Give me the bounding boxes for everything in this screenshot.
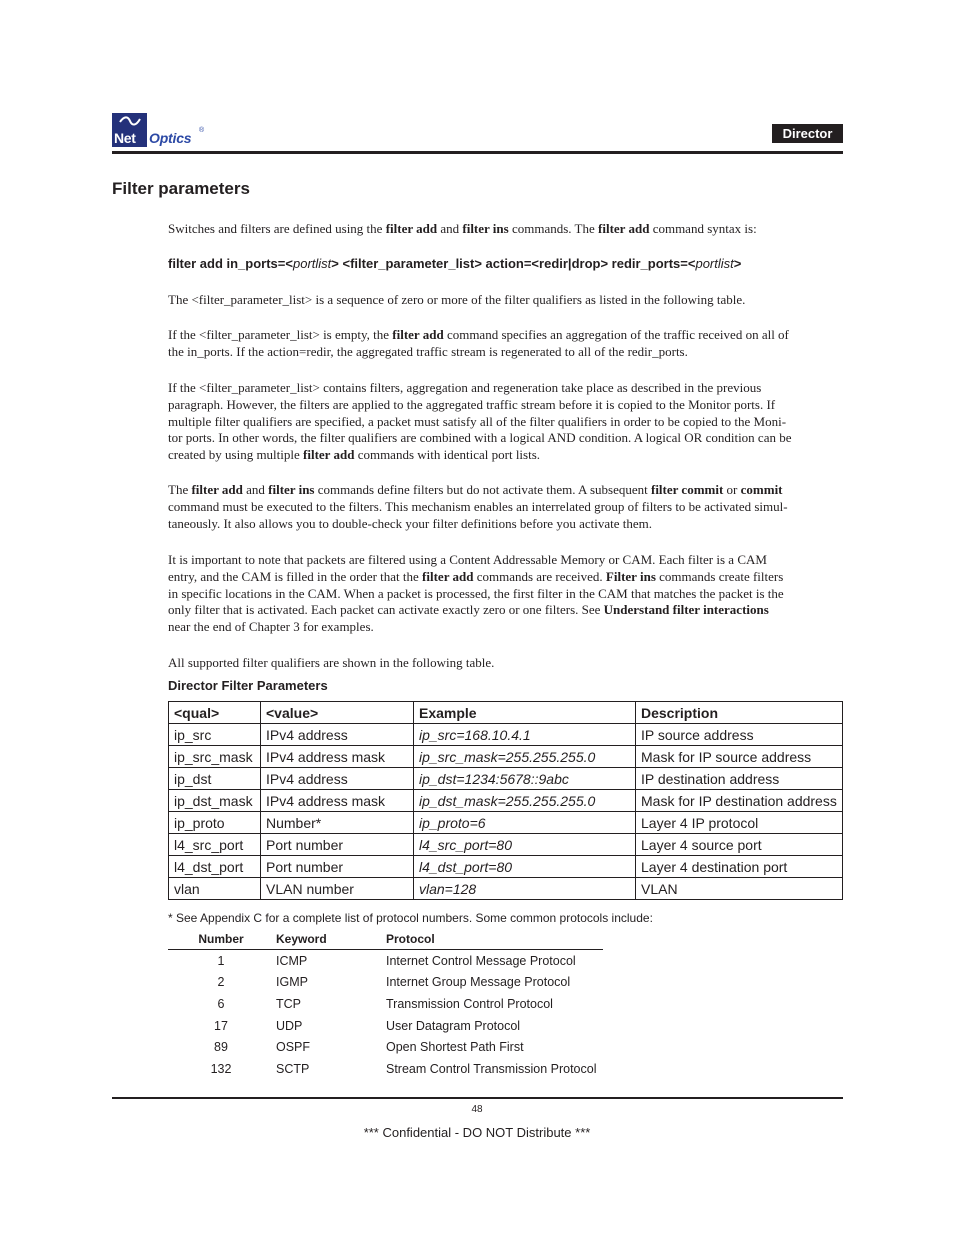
protocol-row bbox=[168, 972, 603, 994]
description-cell: IP source address bbox=[636, 724, 843, 746]
example-cell: ip_dst_mask=255.255.255.0 bbox=[414, 790, 636, 812]
paragraph-commit: The filter add and filter ins commands define filters but do not activate them. A subsequent filter commit or commit command must be executed to the filters. This mechanism enables an interrelated group of filters to be activated simul- taneously. It also allows you to double-check your filter definitions before you activate them. bbox=[168, 482, 788, 531]
protocol-header-row bbox=[168, 929, 603, 950]
description-cell: Mask for IP destination address bbox=[636, 790, 843, 812]
header-value: <value> bbox=[261, 702, 414, 724]
example-cell: ip_proto=6 bbox=[414, 812, 636, 834]
value-cell: Number* bbox=[261, 812, 414, 834]
logo-emblem bbox=[112, 113, 147, 147]
logo-net-text: Net bbox=[114, 130, 136, 146]
section-title: Filter parameters bbox=[112, 179, 250, 198]
description-cell: Mask for IP source address bbox=[636, 746, 843, 768]
qual-cell: ip_dst_mask bbox=[169, 790, 261, 812]
example-cell: ip_src=168.10.4.1 bbox=[414, 724, 636, 746]
table-row bbox=[169, 724, 843, 746]
protocol-row bbox=[168, 1036, 603, 1058]
protocol-row bbox=[168, 1058, 603, 1080]
table-caption: Director Filter Parameters bbox=[168, 678, 328, 693]
header-description: Description bbox=[636, 702, 843, 724]
qual-cell: l4_dst_port bbox=[169, 856, 261, 878]
protocol-number: 132 bbox=[210, 1061, 232, 1076]
value-cell: Port number bbox=[261, 834, 414, 856]
qual-cell: ip_dst bbox=[169, 768, 261, 790]
protocol-name: Stream Control Transmission Protocol bbox=[386, 1061, 597, 1076]
paragraph-cam: It is important to note that packets are filtered using a Content Addressable Memory or CAM. Each filter is a CAM entry, and the CAM is filled in the order that the filter add commands are received. Filter ins commands create filters in specific locations in the CAM. When a packet is processed, the first filter in the CAM that matches the packet is the only filter that is activated. Each packet can activate exactly zero or one filters. See Understand filter interactions near the end of Chapter 3 for examples. bbox=[168, 552, 784, 635]
header-number: Number bbox=[168, 929, 274, 950]
table-row bbox=[169, 768, 843, 790]
value-cell: Port number bbox=[261, 856, 414, 878]
registered-mark: ® bbox=[199, 127, 205, 134]
protocol-row bbox=[168, 1015, 603, 1037]
page-number: 48 bbox=[471, 1104, 483, 1115]
example-cell: vlan=128 bbox=[414, 878, 636, 900]
protocol-keyword: ICMP bbox=[276, 953, 308, 968]
example-cell: l4_dst_port=80 bbox=[414, 856, 636, 878]
table-row bbox=[169, 834, 843, 856]
filter-parameters-table bbox=[168, 701, 843, 900]
protocol-keyword: TCP bbox=[276, 996, 301, 1011]
protocol-keyword: SCTP bbox=[276, 1061, 310, 1076]
value-cell: IPv4 address bbox=[261, 724, 414, 746]
qual-cell: ip_src bbox=[169, 724, 261, 746]
value-cell: IPv4 address mask bbox=[261, 746, 414, 768]
protocol-name: Internet Control Message Protocol bbox=[386, 953, 576, 968]
footer-divider bbox=[112, 1097, 843, 1099]
table-row bbox=[169, 746, 843, 768]
protocol-row bbox=[168, 993, 603, 1015]
product-badge: Director bbox=[772, 124, 843, 143]
qual-cell: vlan bbox=[169, 878, 261, 900]
qual-cell: l4_src_port bbox=[169, 834, 261, 856]
command-syntax: filter add in_ports=<portlist> <filter_parameter_list> action=<redir|drop> redir_ports=<portlist> bbox=[168, 256, 742, 271]
paragraph-empty-list: If the <filter_parameter_list> is empty, the filter add command specifies an aggregation of the traffic received on all of the in_ports. If the action=redir, the aggregated traffic stream is regenerated to all of the redir_ports. bbox=[168, 327, 789, 359]
protocol-number: 17 bbox=[214, 1018, 228, 1033]
protocol-number: 6 bbox=[217, 996, 225, 1011]
protocol-number: 2 bbox=[217, 975, 225, 990]
description-cell: VLAN bbox=[636, 878, 843, 900]
example-cell: ip_dst=1234:5678::9abc bbox=[414, 768, 636, 790]
protocol-number: 1 bbox=[217, 953, 225, 968]
example-cell: l4_src_port=80 bbox=[414, 834, 636, 856]
logo-optics-text: Optics bbox=[149, 130, 192, 146]
description-cell: IP destination address bbox=[636, 768, 843, 790]
paragraph-parameter-list: The <filter_parameter_list> is a sequence of zero or more of the filter qualifiers as listed in the following table. bbox=[168, 292, 746, 307]
header-protocol: Protocol bbox=[386, 929, 603, 950]
header-qual: <qual> bbox=[169, 702, 261, 724]
paragraph-intro: Switches and filters are defined using the filter add and filter ins commands. The filter add command syntax is: bbox=[168, 221, 757, 236]
protocol-name: User Datagram Protocol bbox=[386, 1018, 521, 1033]
value-cell: IPv4 address mask bbox=[261, 790, 414, 812]
paragraph-filters: If the <filter_parameter_list> contains filters, aggregation and regeneration take place as described in the previous paragraph. However, the filters are applied to the aggregated traffic stream before it is copied to the Monitor ports. If multiple filter qualifiers are specified, a packet must satisfy all of the filter qualifiers in order to be copied to the Moni- tor ports. In other words, the filter qualifiers are combined with a logical AND condition. A logical OR condition can be created by using multiple filter add commands with identical port lists. bbox=[168, 380, 792, 463]
protocol-name: Open Shortest Path First bbox=[386, 1040, 524, 1055]
table-row bbox=[169, 878, 843, 900]
protocol-keyword: IGMP bbox=[276, 975, 308, 990]
example-cell: ip_src_mask=255.255.255.0 bbox=[414, 746, 636, 768]
value-cell: IPv4 address bbox=[261, 768, 414, 790]
header-example: Example bbox=[414, 702, 636, 724]
value-cell: VLAN number bbox=[261, 878, 414, 900]
description-cell: Layer 4 destination port bbox=[636, 856, 843, 878]
qual-cell: ip_src_mask bbox=[169, 746, 261, 768]
header-keyword: Keyword bbox=[274, 929, 386, 950]
protocol-row bbox=[168, 950, 603, 972]
description-cell: Layer 4 IP protocol bbox=[636, 812, 843, 834]
table-row bbox=[169, 812, 843, 834]
company-logo bbox=[112, 113, 222, 149]
table-row bbox=[169, 856, 843, 878]
protocol-footnote: * See Appendix C for a complete list of protocol numbers. Some common protocols include: bbox=[168, 911, 653, 925]
protocol-number: 89 bbox=[214, 1040, 228, 1055]
protocol-name: Transmission Control Protocol bbox=[386, 996, 553, 1011]
qual-cell: ip_proto bbox=[169, 812, 261, 834]
table-row bbox=[169, 790, 843, 812]
protocol-keyword: OSPF bbox=[276, 1040, 311, 1055]
paragraph-all-qualifiers: All supported filter qualifiers are shown in the following table. bbox=[168, 655, 495, 670]
header-divider bbox=[112, 151, 843, 154]
confidential-notice: *** Confidential - DO NOT Distribute *** bbox=[363, 1125, 591, 1140]
protocol-name: Internet Group Message Protocol bbox=[386, 975, 571, 990]
table-header-row bbox=[169, 702, 843, 724]
protocol-table bbox=[168, 929, 603, 1080]
description-cell: Layer 4 source port bbox=[636, 834, 843, 856]
protocol-keyword: UDP bbox=[276, 1018, 303, 1033]
